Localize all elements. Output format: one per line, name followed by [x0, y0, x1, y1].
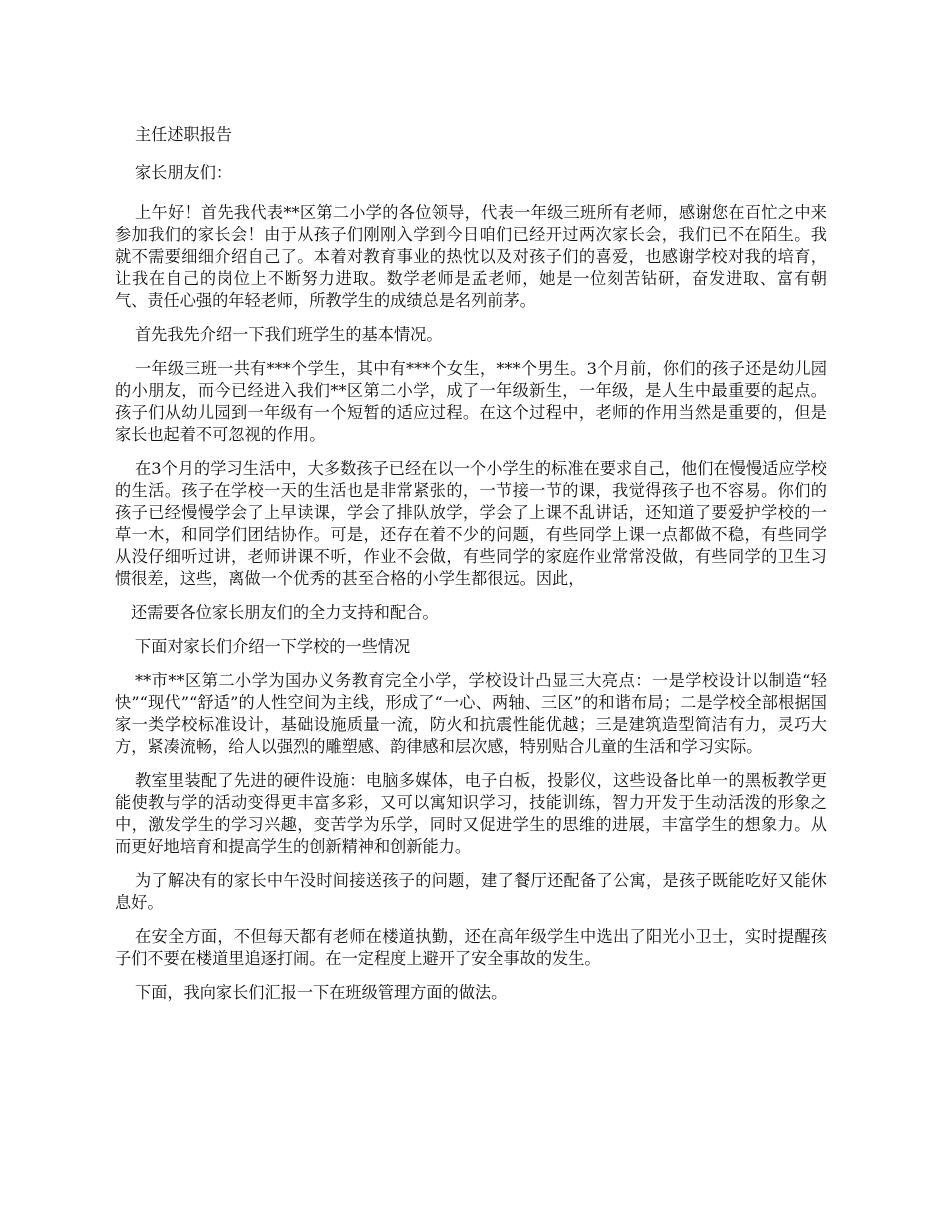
- paragraph-school-intro: 下面对家长们介绍一下学校的一些情况: [135, 637, 411, 656]
- paragraph-intro-students: 首先我先介绍一下我们班学生的基本情况。: [135, 325, 443, 344]
- paragraph-class-management: 下面，我向家长们汇报一下在班级管理方面的做法。: [135, 983, 508, 1002]
- paragraph-school-design: **市**区第二小学为国办义务教育完全小学，学校设计凸显三大亮点：一是学校设计以制造“轻快”“现代”“舒适”的人性空间为主线，形成了“一心、两轴、三区”的和谐布局；二是学校全部根据国家一类学校标准设计，基础设施质量一流，防火和抗震性能优越；三是建筑造型简洁有力，灵巧大方，紧凑流畅，给人以强烈的雕塑感、韵律感和层次感，特别贴合儿童的生活和学习实际。: [115, 671, 827, 756]
- document-body: [115, 124, 827, 1016]
- paragraph-safety: 在安全方面，不但每天都有老师在楼道执勤，还在高年级学生中选出了阳光小卫士，实时提醒孩子们不要在楼道里追逐打闹。在一定程度上避开了安全事故的发生。: [115, 927, 827, 968]
- paragraph-opening: 上午好！首先我代表**区第二小学的各位领导，代表一年级三班所有老师，感谢您在百忙之中来参加我们的家长会！由于从孩子们刚刚入学到今日咱们已经开过两次家长会，我们已不在陌生。我就不需要细细介绍自己了。本着对教育事业的热忱以及对孩子们的喜爱，也感谢学校对我的培育，让我在自己的岗位上不断努力进取。数学老师是孟老师，她是一位刻苦钻研，奋发进取、富有朝气、责任心强的年轻老师，所教学生的成绩总是名列前茅。: [115, 203, 827, 310]
- paragraph-canteen: 为了解决有的家长中午没时间接送孩子的问题，建了餐厅还配备了公寓，是孩子既能吃好又能休息好。: [115, 871, 827, 912]
- greeting: 家长朋友们：: [135, 163, 233, 182]
- paragraph-study-life: 在3个月的学习生活中，大多数孩子已经在以一个小学生的标准在要求自己，他们在慢慢适应学校的生活。孩子在学校一天的生活也是非常紧张的，一节接一节的课，我觉得孩子也不容易。你们的孩子已经慢慢学会了上早读课，学会了排队放学，学会了上课不乱讲话，还知道了要爱护学校的一草一木，和同学们团结协作。可是，还存在着不少的问题，有些同学上课一点都做不稳，有些同学从没仔细听过讲，老师讲课不听，作业不会做，有些同学的家庭作业常常没做，有些同学的卫生习惯很差，这些，离做一个优秀的甚至合格的小学生都很远。因此，: [115, 459, 827, 588]
- paragraph-classroom-equipment: 教室里装配了先进的硬件设施：电脑多媒体，电子白板，投影仪，这些设备比单一的黑板教学更能使教与学的活动变得更丰富多彩，又可以寓知识学习，技能训练，智力开发于生动活泼的形象之中，激发学生的学习兴趣，变苦学为乐学，同时又促进学生的思维的进展，丰富学生的想象力。从而更好地培育和提高学生的创新精神和创新能力。: [115, 771, 827, 856]
- paragraph-class-overview: 一年级三班一共有***个学生，其中有***个女生，***个男生。3个月前，你们的孩子还是幼儿园的小朋友，而今已经进入我们**区第二小学，成了一年级新生，一年级，是人生中最重要的起点。孩子们从幼儿园到一年级有一个短暂的适应过程。在这个过程中，老师的作用当然是重要的，但是家长也起着不可忽视的作用。: [115, 359, 827, 444]
- document-title: 主任述职报告: [135, 125, 233, 144]
- paragraph-support: 还需要各位家长朋友们的全力支持和配合。: [131, 603, 439, 622]
